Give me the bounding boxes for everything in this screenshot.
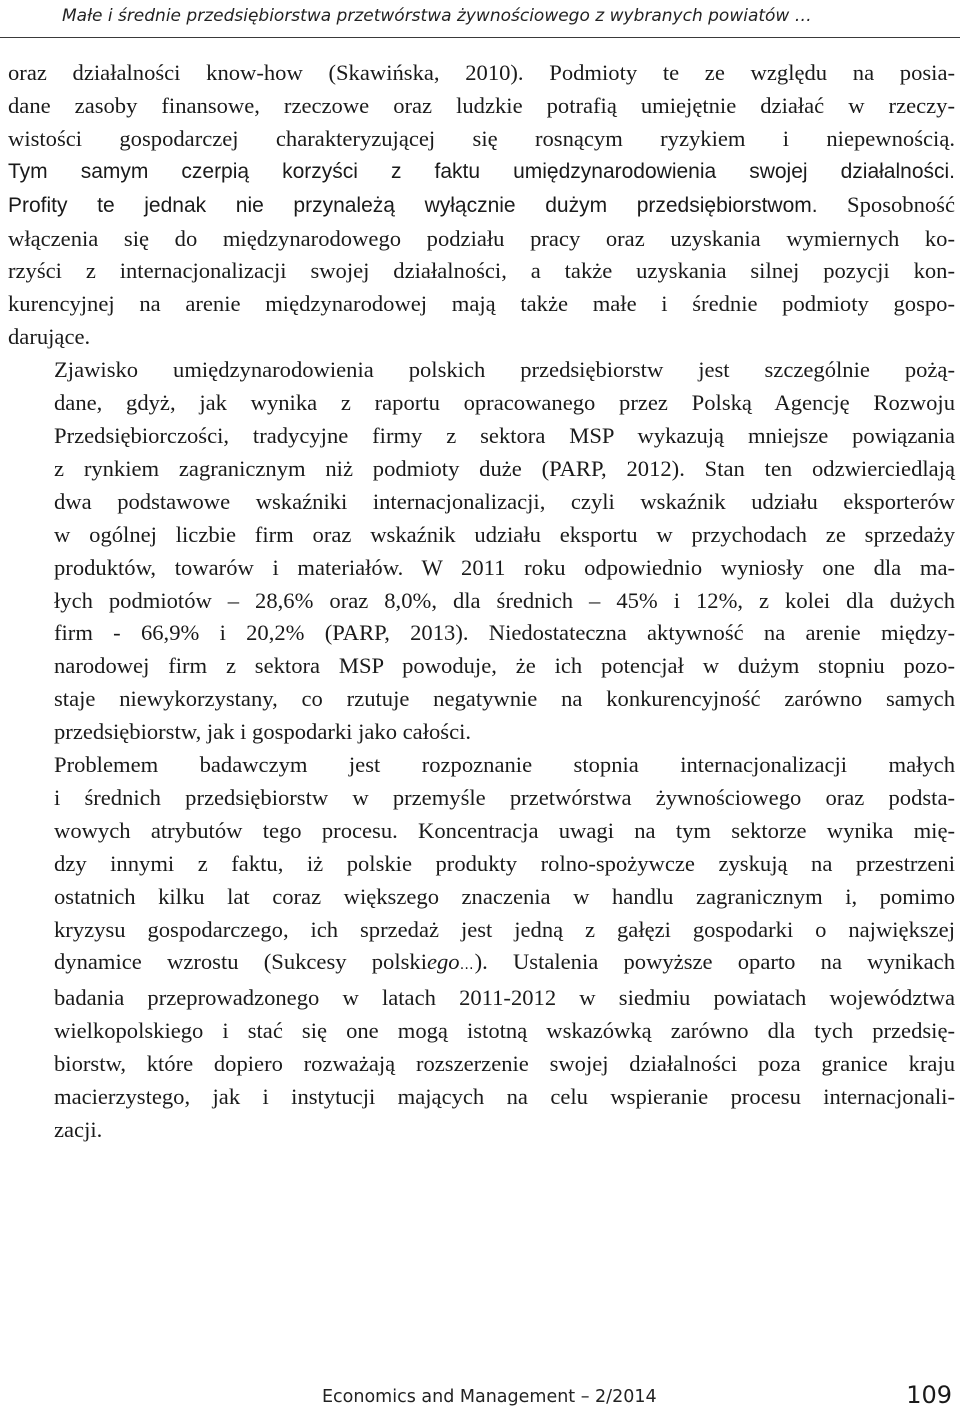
text-line: produktów, towarów i materiałów. W 2011 roku odpowiednio wyniosły one dla ma- [54, 554, 955, 580]
paragraph-1 [8, 57, 955, 354]
running-title: Małe i średnie przedsiębiorstwa przetwórstwa żywnościowego z wybranych powiatów … [62, 6, 812, 26]
text-line: przedsiębiorstw, jak i gospodarki jako całości. [54, 719, 472, 745]
text-line: dzy innymi z faktu, iż polskie produkty rolno-spożywcze zyskują na przestrzeni [54, 850, 955, 876]
text-line: Tym samym czerpią korzyści z faktu umiędzynarodowienia swojej działalności. [8, 159, 955, 183]
text-line: badania przeprowadzonego w latach 2011-2012 w siedmiu powiatach województwa [54, 985, 955, 1011]
text-line: z rynkiem zagranicznym niż podmioty duże (PARP, 2012). Stan ten odzwierciedlają [54, 455, 955, 481]
text-line: Przedsiębiorczości, tradycyjne firmy z sektora MSP wykazują mniejsze powiązania [54, 422, 955, 448]
text-line [8, 189, 955, 223]
text-line: firm - 66,9% i 20,2% (PARP, 2013). Niedostateczna aktywność na arenie między- [54, 620, 955, 646]
page-footer [322, 1381, 952, 1411]
text-segment: ). Ustalenia powyższe oparto na wynikach [474, 949, 955, 975]
paragraph-3 [8, 749, 955, 1147]
text-segment: … [459, 957, 475, 974]
text-line: Zjawisko umiędzynarodowienia polskich przedsiębiorstw jest szczególnie pożą- [54, 357, 955, 383]
text-line: macierzystego, jak i instytucji mających na celu wspieranie procesu internacjonali- [54, 1084, 955, 1110]
text-line: narodowej firm z sektora MSP powoduje, że ich potencjał w dużym stopniu pozo- [54, 653, 955, 679]
text-line: Problemem badawczym jest rozpoznanie stopnia internacjonalizacji małych [54, 752, 955, 778]
text-segment: Profity te jednak nie przynależą wyłącznie dużym przedsiębiorstwom. [8, 193, 818, 217]
text-line: oraz działalności know-how (Skawińska, 2010). Podmioty te ze względu na posia- [8, 60, 955, 85]
text-segment: dynamice wzrostu (Sukcesy polski [54, 949, 427, 975]
page-number: 109 [906, 1381, 952, 1409]
text-line: dwa podstawowe wskaźniki internacjonalizacji, czyli wskaźnik udziału eksporterów [54, 488, 955, 514]
paragraph-2 [8, 354, 955, 749]
text-line: wielkopolskiego i stać się one mogą istotną wskazówką zarówno dla tych przedsię- [54, 1018, 955, 1044]
text-line: wistości gospodarczej charakteryzującej się rosnącym ryzykiem i niepewnością. [8, 125, 955, 151]
text-line: dane zasoby finansowe, rzeczowe oraz ludzkie potrafią umiejętnie działać w rzeczy- [8, 92, 955, 118]
text-line: darujące. [8, 324, 91, 350]
text-line: wowych atrybutów tego procesu. Koncentracja uwagi na tym sektorze wynika mię- [54, 817, 955, 843]
text-segment: ego [426, 949, 460, 975]
running-header [0, 0, 960, 38]
text-line: kurencyjnej na arenie międzynarodowej mają także małe i średnie podmioty gospo- [8, 291, 955, 317]
text-line: w ogólnej liczbie firm oraz wskaźnik udziału eksportu w przychodach ze sprzedaży [54, 521, 955, 547]
text-segment: Sposobność [817, 191, 956, 217]
text-line: włączenia się do międzynarodowego podziału pracy oraz uzyskania wymiernych ko- [8, 225, 955, 251]
text-line [8, 946, 955, 982]
journal-name: Economics and Management – 2/2014 [322, 1387, 657, 1407]
text-line: rzyści z internacjonalizacji swojej działalności, a także uzyskania silnej pozycji kon- [8, 258, 955, 284]
text-line: ostatnich kilku lat coraz większego znaczenia w handlu zagranicznym i, pomimo [54, 883, 955, 909]
text-line: staje niewykorzystany, co rzutuje negatywnie na konkurencyjność zarówno samych [54, 686, 955, 712]
article-body [8, 57, 955, 1147]
text-line: biorstw, które dopiero rozważają rozszerzenie swojej działalności poza granice kraju [54, 1051, 955, 1077]
text-line: łych podmiotów – 28,6% oraz 8,0%, dla średnich – 45% i 12%, z kolei dla dużych [54, 587, 955, 613]
text-line: i średnich przedsiębiorstw w przemyśle przetwórstwa żywnościowego oraz podsta- [54, 784, 955, 810]
text-line: dane, gdyż, jak wynika z raportu opracowanego przez Polską Agencję Rozwoju [54, 390, 955, 416]
text-line: kryzysu gospodarczego, ich sprzedaż jest jedną z gałęzi gospodarki o największej [54, 916, 955, 942]
text-line: zacji. [54, 1117, 103, 1142]
